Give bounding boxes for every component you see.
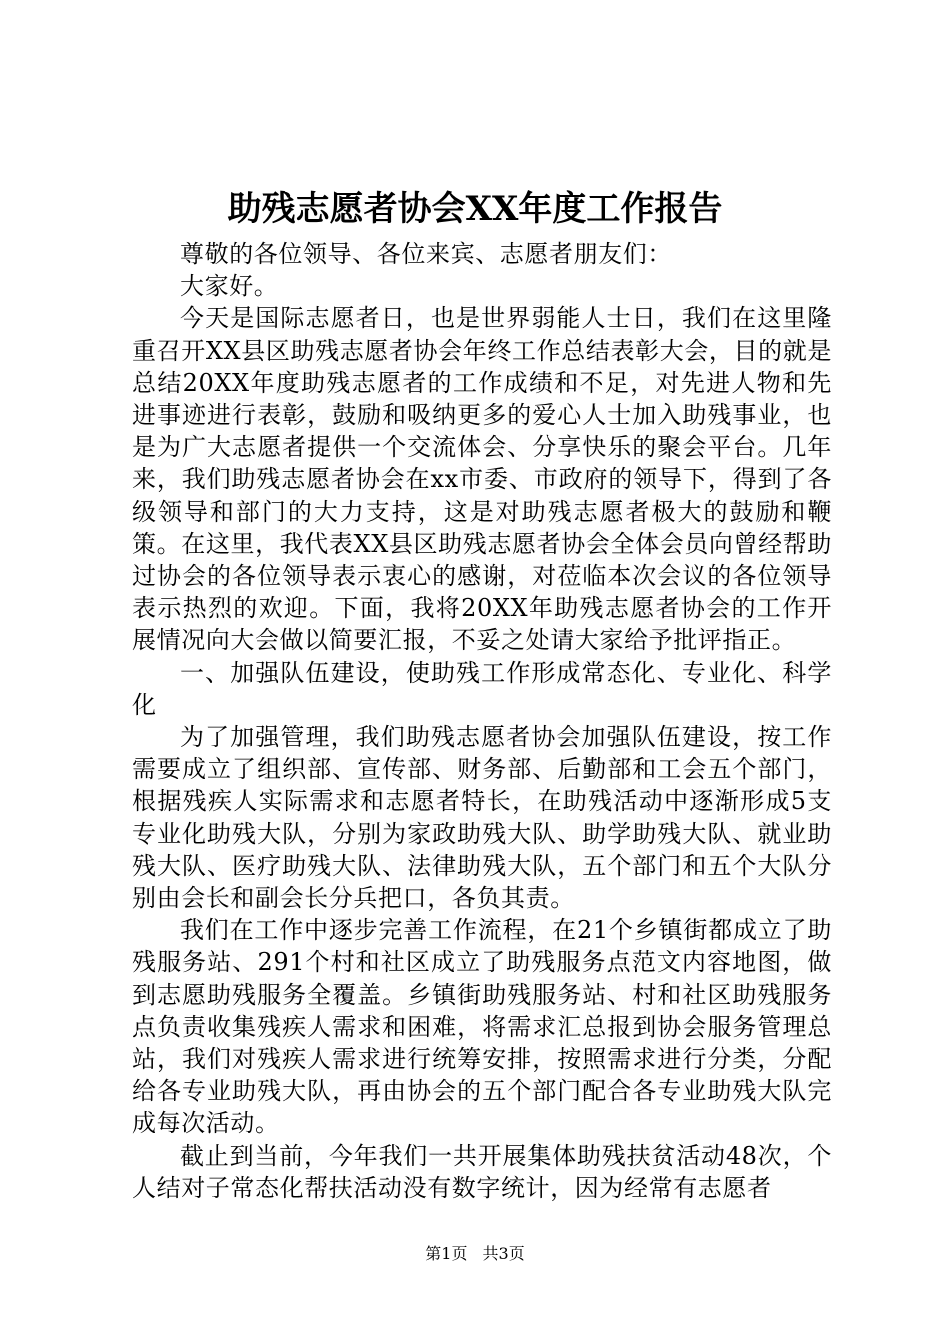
paragraph-greeting: 大家好。 bbox=[180, 272, 279, 301]
document-title: 助残志愿者协会XX年度工作报告 bbox=[227, 189, 723, 229]
paragraph-team-building: 为了加强管理，我们助残志愿者协会加强队伍建设，按工作需要成立了组织部、宣传部、财务部、后勤部和工会五个部门，根据残疾人实际需求和志愿者特长，在助残活动中逐渐形成5支专业化助残大队，分别为家政助残大队、助学助残大队、就业助残大队、医疗助残大队、法律助残大队，五个部门和五个大队分别由会长和副会长分兵把口，各负其责。 bbox=[132, 723, 832, 913]
page-number-current: 第1页 bbox=[425, 1244, 468, 1263]
paragraph-activities: 截止到当前，今年我们一共开展集体助残扶贫活动48次，个人结对子常态化帮扶活动没有数字统计，因为经常有志愿者 bbox=[132, 1141, 832, 1202]
page-footer bbox=[0, 1243, 950, 1265]
section-heading-1: 一、加强队伍建设，使助残工作形成常态化、专业化、科学化 bbox=[132, 658, 832, 719]
paragraph-salutation: 尊敬的各位领导、各位来宾、志愿者朋友们： bbox=[180, 240, 672, 268]
paragraph-introduction: 今天是国际志愿者日，也是世界弱能人士日，我们在这里隆重召开XX县区助残志愿者协会年终工作总结表彰大会，目的就是总结20XX年度助残志愿者的工作成绩和不足，对先进人物和先进事迹进行表彰，鼓励和吸纳更多的爱心人士加入助残事业，也是为广大志愿者提供一个交流体会、分享快乐的聚会平台。几年来，我们助残志愿者协会在xx市委、市政府的领导下，得到了各级领导和部门的大力支持，这是对助残志愿者极大的鼓励和鞭策。在这里，我代表XX县区助残志愿者协会全体会员向曾经帮助过协会的各位领导表示衷心的感谢，对莅临本次会议的各位领导表示热烈的欢迎。下面，我将20XX年助残志愿者协会的工作开展情况向大会做以简要汇报，不妥之处请大家给予批评指正。 bbox=[132, 304, 832, 655]
document-body bbox=[132, 238, 832, 1204]
paragraph-workflow: 我们在工作中逐步完善工作流程，在21个乡镇街都成立了助残服务站、291个村和社区成立了助残服务点范文内容地图，做到志愿助残服务全覆盖。乡镇街助残服务站、村和社区助残服务点负责收集残疾人需求和困难，将需求汇总报到协会服务管理总站，我们对残疾人需求进行统筹安排，按照需求进行分类，分配给各专业助残大队，再由协会的五个部门配合各专业助残大队完成每次活动。 bbox=[132, 916, 832, 1138]
page-number-total: 共3页 bbox=[482, 1244, 525, 1263]
